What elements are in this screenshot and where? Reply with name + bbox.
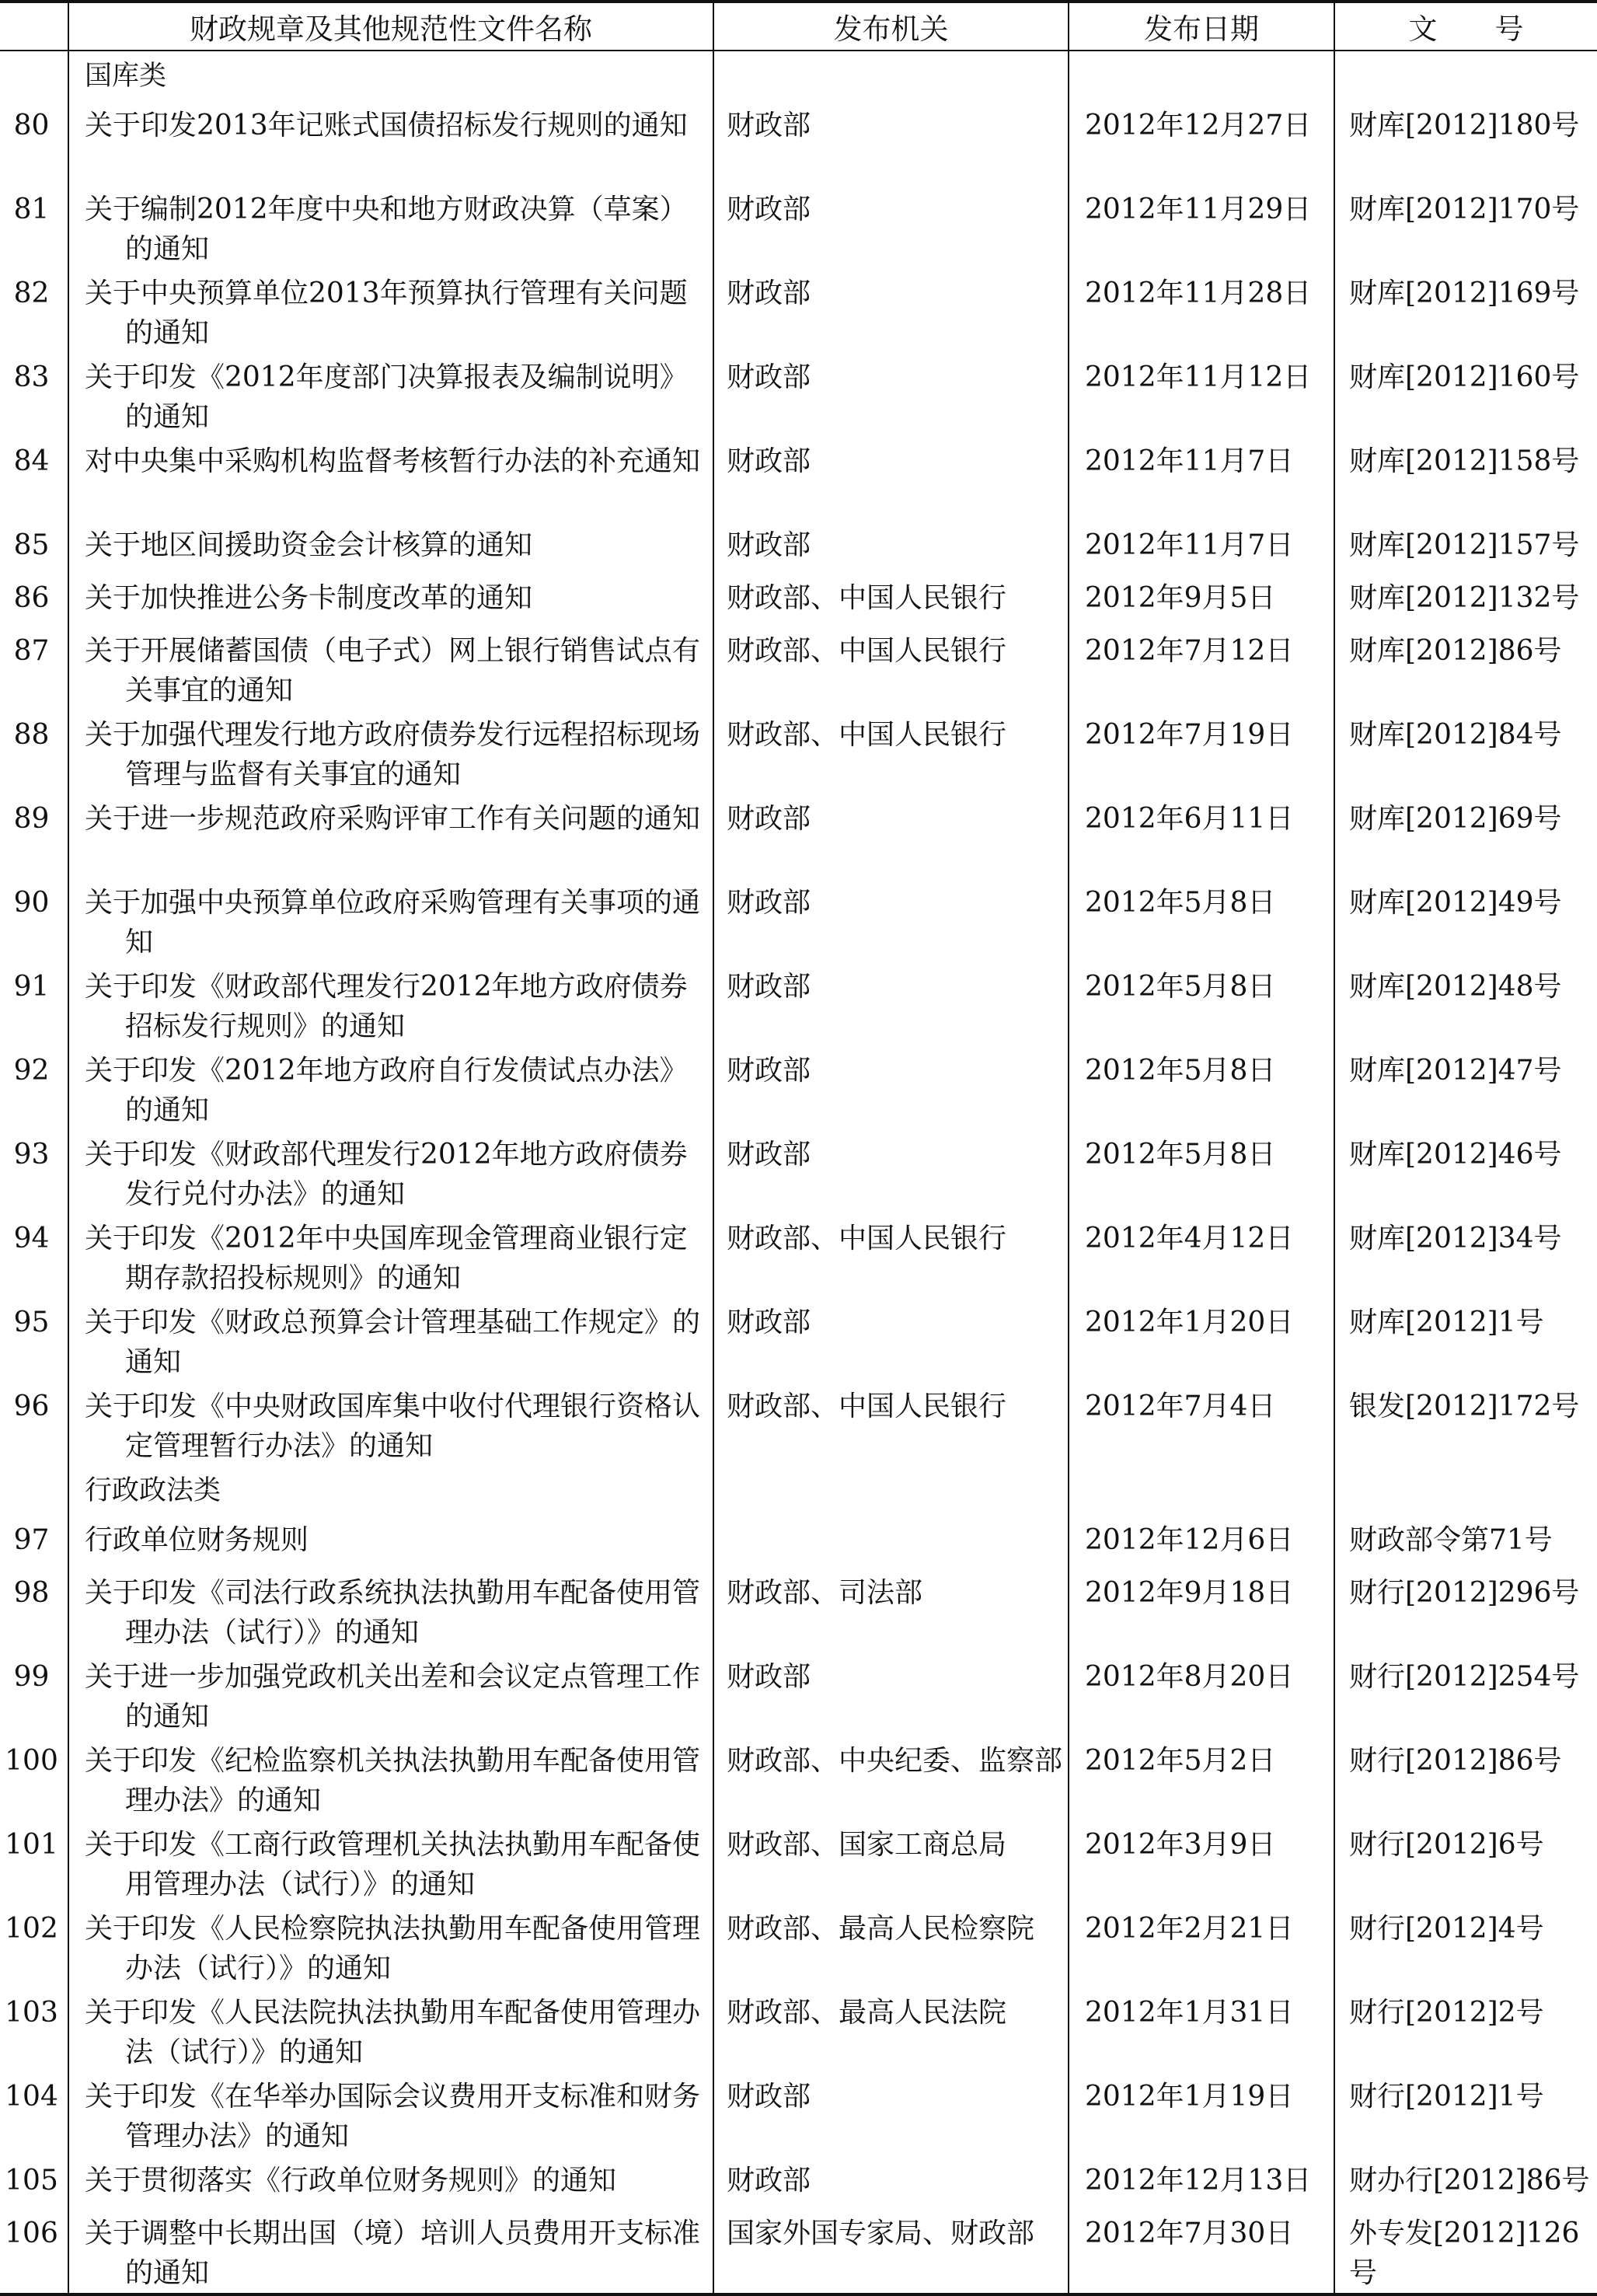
issue-date: 2012年2月21日 <box>1069 1904 1334 1988</box>
document-title-text: 关于加快推进公务卡制度改革的通知 <box>85 582 533 614</box>
issuing-authority: 财政部 <box>713 437 1069 521</box>
table-row <box>0 185 1597 269</box>
empty-cell <box>1334 51 1597 101</box>
issue-date: 2012年11月12日 <box>1069 353 1334 437</box>
row-number: 88 <box>13 719 50 751</box>
issue-date: 2012年9月18日 <box>1069 1568 1334 1652</box>
document-number <box>1334 1516 1597 1568</box>
row-number: 98 <box>13 1577 50 1609</box>
document-number-text: 财行[2012]6号 <box>1349 1829 1544 1861</box>
issuing-authority: 财政部 <box>713 521 1069 574</box>
document-number <box>1334 353 1597 437</box>
document-number <box>1334 185 1597 269</box>
table-row <box>0 2072 1597 2156</box>
table-row <box>0 1130 1597 1214</box>
document-number-text: 外专发[2012]126号 <box>1349 2217 1580 2289</box>
document-number <box>1334 2209 1597 2294</box>
document-title <box>68 353 713 437</box>
issuing-authority: 财政部 <box>713 878 1069 962</box>
document-number <box>1334 1046 1597 1130</box>
table-row <box>0 1988 1597 2072</box>
document-title-text: 关于贯彻落实《行政单位财务规则》的通知 <box>85 2165 617 2197</box>
document-number-text: 财库[2012]84号 <box>1349 719 1562 751</box>
row-number: 92 <box>13 1055 50 1087</box>
issuing-authority: 财政部、中国人民银行 <box>713 1214 1069 1298</box>
document-number-text: 财政部令第71号 <box>1349 1524 1553 1556</box>
issuing-authority: 财政部 <box>713 269 1069 353</box>
document-title <box>68 521 713 574</box>
issue-date: 2012年6月11日 <box>1069 794 1334 878</box>
issue-date: 2012年5月8日 <box>1069 962 1334 1046</box>
issue-date: 2012年11月7日 <box>1069 437 1334 521</box>
category-row <box>0 1466 1597 1516</box>
document-title <box>68 574 713 626</box>
document-number-text: 财库[2012]46号 <box>1349 1139 1562 1171</box>
table-row <box>0 1652 1597 1736</box>
document-title-text: 关于印发《财政部代理发行2012年地方政府债券发行兑付办法》的通知 <box>85 1139 688 1210</box>
row-number: 85 <box>13 529 50 561</box>
document-title <box>68 437 713 521</box>
row-number: 81 <box>13 194 50 225</box>
issue-date: 2012年11月7日 <box>1069 521 1334 574</box>
issue-date: 2012年5月8日 <box>1069 878 1334 962</box>
document-title <box>68 1736 713 1820</box>
issuing-authority: 财政部、国家工商总局 <box>713 1820 1069 1904</box>
document-title <box>68 962 713 1046</box>
document-number <box>1334 1988 1597 2072</box>
document-title-text: 关于印发《纪检监察机关执法执勤用车配备使用管理办法》的通知 <box>85 1745 701 1816</box>
issuing-authority: 国家外国专家局、财政部 <box>713 2209 1069 2294</box>
row-number: 97 <box>13 1524 50 1556</box>
document-title <box>68 1516 713 1568</box>
table-row <box>0 1382 1597 1466</box>
empty-cell <box>713 51 1069 101</box>
table-row <box>0 574 1597 626</box>
category-label: 国库类 <box>68 51 713 101</box>
issue-date: 2012年4月12日 <box>1069 1214 1334 1298</box>
document-title-text: 关于印发《工商行政管理机关执法执勤用车配备使用管理办法（试行）》的通知 <box>85 1829 701 1900</box>
document-title <box>68 1652 713 1736</box>
issuing-authority: 财政部、中央纪委、监察部 <box>713 1736 1069 1820</box>
document-number-text: 财库[2012]158号 <box>1349 445 1580 477</box>
empty-cell <box>713 1466 1069 1516</box>
document-title-text: 关于印发《人民法院执法执勤用车配备使用管理办法（试行）》的通知 <box>85 1997 701 2068</box>
issue-date: 2012年1月31日 <box>1069 1988 1334 2072</box>
header-no <box>0 2 68 51</box>
document-title <box>68 626 713 710</box>
table-row <box>0 2209 1597 2294</box>
table-row <box>0 878 1597 962</box>
document-title-text: 关于印发《2012年中央国库现金管理商业银行定期存款招投标规则》的通知 <box>85 1223 688 1294</box>
header-number: 文 号 <box>1334 2 1597 51</box>
row-number: 96 <box>13 1391 50 1422</box>
empty-cell <box>1069 1466 1334 1516</box>
document-title-text: 关于印发《人民检察院执法执勤用车配备使用管理办法（试行）》的通知 <box>85 1913 701 1984</box>
document-title <box>68 1820 713 1904</box>
document-number <box>1334 626 1597 710</box>
issue-date: 2012年8月20日 <box>1069 1652 1334 1736</box>
row-number: 103 <box>5 1997 58 2029</box>
document-title <box>68 1568 713 1652</box>
row-number: 87 <box>13 635 50 667</box>
table-row <box>0 1298 1597 1382</box>
document-number-text: 财库[2012]169号 <box>1349 277 1580 309</box>
table-row <box>0 962 1597 1046</box>
table-row <box>0 1046 1597 1130</box>
table-row <box>0 1736 1597 1820</box>
row-number: 86 <box>13 582 50 614</box>
document-number-text: 财库[2012]86号 <box>1349 635 1562 667</box>
document-title-text: 关于加强代理发行地方政府债券发行远程招标现场管理与监督有关事宜的通知 <box>85 719 701 790</box>
header-date: 发布日期 <box>1069 2 1334 51</box>
document-title-text: 关于印发《中央财政国库集中收付代理银行资格认定管理暂行办法》的通知 <box>85 1391 701 1462</box>
document-number <box>1334 521 1597 574</box>
document-number-text: 财行[2012]254号 <box>1349 1661 1580 1693</box>
document-title <box>68 1382 713 1466</box>
table-row <box>0 2156 1597 2209</box>
document-title-text: 关于地区间援助资金会计核算的通知 <box>85 529 533 561</box>
document-title <box>68 269 713 353</box>
document-title-text: 行政单位财务规则 <box>85 1524 309 1556</box>
row-number: 91 <box>13 971 50 1003</box>
document-number-text: 银发[2012]172号 <box>1349 1391 1580 1422</box>
document-number <box>1334 1652 1597 1736</box>
row-number: 94 <box>13 1223 50 1254</box>
document-number <box>1334 962 1597 1046</box>
issuing-authority: 财政部、中国人民银行 <box>713 574 1069 626</box>
issue-date: 2012年11月28日 <box>1069 269 1334 353</box>
document-number <box>1334 1382 1597 1466</box>
document-number <box>1334 1736 1597 1820</box>
issue-date: 2012年5月8日 <box>1069 1046 1334 1130</box>
document-number <box>1334 1214 1597 1298</box>
issuing-authority: 财政部 <box>713 1046 1069 1130</box>
row-number: 83 <box>13 361 50 393</box>
issuing-authority <box>713 1516 1069 1568</box>
row-number: 84 <box>13 445 50 477</box>
header-title: 财政规章及其他规范性文件名称 <box>68 2 713 51</box>
document-title <box>68 2209 713 2294</box>
table-header <box>0 2 1597 51</box>
issuing-authority: 财政部、中国人民银行 <box>713 1382 1069 1466</box>
category-label: 行政政法类 <box>68 1466 713 1516</box>
issuing-authority: 财政部、中国人民银行 <box>713 710 1069 794</box>
document-number <box>1334 794 1597 878</box>
document-title-text: 关于编制2012年度中央和地方财政决算（草案）的通知 <box>85 194 688 265</box>
document-title-text: 关于印发《财政部代理发行2012年地方政府债券招标发行规则》的通知 <box>85 971 688 1042</box>
document-number <box>1334 1130 1597 1214</box>
issuing-authority: 财政部 <box>713 1652 1069 1736</box>
table-row <box>0 1516 1597 1568</box>
document-number <box>1334 1298 1597 1382</box>
issuing-authority: 财政部、司法部 <box>713 1568 1069 1652</box>
document-title-text: 关于印发《2012年度部门决算报表及编制说明》的通知 <box>85 361 688 433</box>
issue-date: 2012年11月29日 <box>1069 185 1334 269</box>
document-number <box>1334 1820 1597 1904</box>
issuing-authority: 财政部、最高人民法院 <box>713 1988 1069 2072</box>
row-number: 93 <box>13 1139 50 1171</box>
issue-date: 2012年3月9日 <box>1069 1820 1334 1904</box>
document-number-text: 财库[2012]48号 <box>1349 971 1562 1003</box>
table-row <box>0 521 1597 574</box>
document-title-text: 关于印发《司法行政系统执法执勤用车配备使用管理办法（试行）》的通知 <box>85 1577 701 1649</box>
table-row <box>0 794 1597 878</box>
issue-date: 2012年7月4日 <box>1069 1382 1334 1466</box>
document-number <box>1334 1568 1597 1652</box>
issue-date: 2012年7月12日 <box>1069 626 1334 710</box>
issue-date: 2012年12月6日 <box>1069 1516 1334 1568</box>
document-title <box>68 185 713 269</box>
document-title-text: 关于进一步加强党政机关出差和会议定点管理工作的通知 <box>85 1661 701 1732</box>
document-number <box>1334 269 1597 353</box>
document-number-text: 财库[2012]1号 <box>1349 1307 1544 1338</box>
table-row <box>0 626 1597 710</box>
issue-date: 2012年5月2日 <box>1069 1736 1334 1820</box>
row-number: 95 <box>13 1307 50 1338</box>
table-row <box>0 101 1597 185</box>
document-number <box>1334 1904 1597 1988</box>
row-number: 102 <box>5 1913 58 1945</box>
row-number: 99 <box>13 1661 50 1693</box>
issue-date: 2012年9月5日 <box>1069 574 1334 626</box>
row-number: 80 <box>13 110 50 141</box>
document-title <box>68 878 713 962</box>
table-row <box>0 1904 1597 1988</box>
issuing-authority: 财政部 <box>713 2156 1069 2209</box>
document-title-text: 对中央集中采购机构监督考核暂行办法的补充通知 <box>85 445 701 477</box>
issue-date: 2012年7月30日 <box>1069 2209 1334 2294</box>
document-number-text: 财办行[2012]86号 <box>1349 2165 1590 2197</box>
empty-cell <box>0 51 68 101</box>
document-number-text: 财库[2012]69号 <box>1349 803 1562 835</box>
table-body <box>0 51 1597 2294</box>
document-number <box>1334 574 1597 626</box>
document-title <box>68 1046 713 1130</box>
document-number-text: 财库[2012]160号 <box>1349 361 1580 393</box>
category-row <box>0 51 1597 101</box>
empty-cell <box>1069 51 1334 101</box>
issuing-authority: 财政部 <box>713 1130 1069 1214</box>
document-number <box>1334 437 1597 521</box>
table-row <box>0 710 1597 794</box>
issuing-authority: 财政部 <box>713 101 1069 185</box>
document-title-text: 关于印发2013年记账式国债招标发行规则的通知 <box>85 110 688 141</box>
row-number: 106 <box>0 2209 68 2294</box>
document-number-text: 财行[2012]296号 <box>1349 1577 1580 1609</box>
document-title <box>68 1298 713 1382</box>
issue-date: 2012年1月20日 <box>1069 1298 1334 1382</box>
row-number: 89 <box>13 803 50 835</box>
document-title <box>68 1988 713 2072</box>
header-issuer: 发布机关 <box>713 2 1069 51</box>
document-title-text: 关于中央预算单位2013年预算执行管理有关问题的通知 <box>85 277 688 349</box>
document-number <box>1334 710 1597 794</box>
row-number: 90 <box>13 887 50 919</box>
document-number <box>1334 101 1597 185</box>
document-number-text: 财库[2012]180号 <box>1349 110 1580 141</box>
table-row <box>0 437 1597 521</box>
document-number <box>1334 2072 1597 2156</box>
document-title <box>68 101 713 185</box>
document-number-text: 财行[2012]4号 <box>1349 1913 1544 1945</box>
document-number-text: 财行[2012]86号 <box>1349 1745 1562 1777</box>
document-title <box>68 794 713 878</box>
document-number-text: 财行[2012]1号 <box>1349 2081 1544 2113</box>
document-title-text: 关于印发《财政总预算会计管理基础工作规定》的通知 <box>85 1307 701 1378</box>
issuing-authority: 财政部 <box>713 2072 1069 2156</box>
issuing-authority: 财政部 <box>713 962 1069 1046</box>
row-number: 104 <box>5 2081 58 2113</box>
row-number: 82 <box>13 277 50 309</box>
document-title <box>68 2072 713 2156</box>
issue-date: 2012年5月8日 <box>1069 1130 1334 1214</box>
table-row <box>0 1820 1597 1904</box>
document-number-text: 财库[2012]157号 <box>1349 529 1580 561</box>
issuing-authority: 财政部、中国人民银行 <box>713 626 1069 710</box>
document-title <box>68 1904 713 1988</box>
document-title <box>68 2156 713 2209</box>
table-row <box>0 269 1597 353</box>
issuing-authority: 财政部 <box>713 353 1069 437</box>
document-title-text: 关于印发《2012年地方政府自行发债试点办法》的通知 <box>85 1055 688 1126</box>
document-title-text: 关于开展储蓄国债（电子式）网上银行销售试点有关事宜的通知 <box>85 635 701 707</box>
document-number-text: 财库[2012]170号 <box>1349 194 1580 225</box>
table-row <box>0 1214 1597 1298</box>
document-title <box>68 1214 713 1298</box>
issuing-authority: 财政部 <box>713 1298 1069 1382</box>
row-number: 101 <box>5 1829 58 1861</box>
issuing-authority: 财政部 <box>713 185 1069 269</box>
document-title-text: 关于加强中央预算单位政府采购管理有关事项的通知 <box>85 887 701 958</box>
issue-date: 2012年12月13日 <box>1069 2156 1334 2209</box>
document-title <box>68 710 713 794</box>
document-number-text: 财库[2012]132号 <box>1349 582 1580 614</box>
document-number <box>1334 878 1597 962</box>
document-number-text: 财库[2012]49号 <box>1349 887 1562 919</box>
row-number: 105 <box>5 2165 58 2197</box>
issue-date: 2012年1月19日 <box>1069 2072 1334 2156</box>
issuing-authority: 财政部 <box>713 794 1069 878</box>
document-title-text: 关于印发《在华举办国际会议费用开支标准和财务管理办法》的通知 <box>85 2081 701 2152</box>
document-title-text: 关于进一步规范政府采购评审工作有关问题的通知 <box>85 803 701 835</box>
empty-cell <box>0 1466 68 1516</box>
document-title <box>68 1130 713 1214</box>
document-number <box>1334 2156 1597 2209</box>
table-row <box>0 1568 1597 1652</box>
table-row <box>0 353 1597 437</box>
issue-date: 2012年12月27日 <box>1069 101 1334 185</box>
issuing-authority: 财政部、最高人民检察院 <box>713 1904 1069 1988</box>
document-number-text: 财库[2012]34号 <box>1349 1223 1562 1254</box>
document-title-text: 关于调整中长期出国（境）培训人员费用开支标准的通知 <box>85 2217 701 2289</box>
document-number-text: 财行[2012]2号 <box>1349 1997 1544 2029</box>
row-number: 100 <box>5 1745 58 1777</box>
issue-date: 2012年7月19日 <box>1069 710 1334 794</box>
document-number-text: 财库[2012]47号 <box>1349 1055 1562 1087</box>
empty-cell <box>1334 1466 1597 1516</box>
